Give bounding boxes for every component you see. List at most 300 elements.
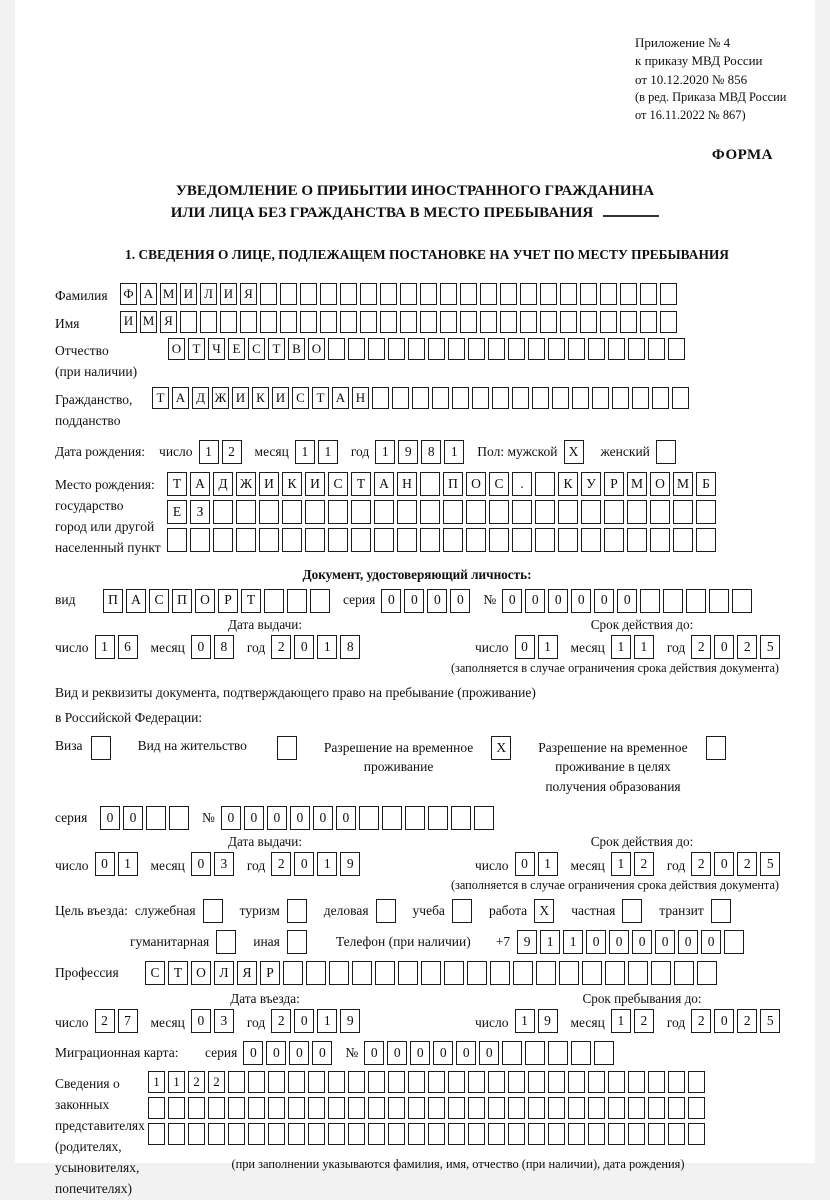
char-cell[interactable]	[568, 1071, 585, 1093]
char-cell[interactable]	[668, 1071, 685, 1093]
char-cell[interactable]	[706, 736, 726, 760]
char-cell[interactable]: И	[232, 387, 249, 409]
char-cell[interactable]: 0	[701, 930, 721, 954]
char-cell[interactable]: 1	[317, 1009, 337, 1033]
char-cell[interactable]	[594, 1041, 614, 1065]
char-cell[interactable]	[628, 1071, 645, 1093]
char-cell[interactable]	[259, 528, 279, 552]
char-cell[interactable]: М	[160, 283, 177, 305]
char-cell[interactable]	[688, 1097, 705, 1119]
char-cell[interactable]	[558, 500, 578, 524]
char-cell[interactable]	[348, 1071, 365, 1093]
char-cell[interactable]	[268, 1097, 285, 1119]
char-cell[interactable]: Р	[604, 472, 624, 496]
char-cell[interactable]: 0	[244, 806, 264, 830]
char-cell[interactable]	[376, 899, 396, 923]
char-cell[interactable]	[628, 1123, 645, 1145]
char-cell[interactable]	[608, 338, 625, 360]
char-cell[interactable]	[488, 1097, 505, 1119]
char-cell[interactable]	[520, 311, 537, 333]
char-cell[interactable]	[686, 589, 706, 613]
char-cell[interactable]	[571, 1041, 591, 1065]
char-cell[interactable]: М	[627, 472, 647, 496]
char-cell[interactable]	[440, 311, 457, 333]
char-cell[interactable]	[500, 311, 517, 333]
char-cell[interactable]: 2	[634, 1009, 654, 1033]
char-cell[interactable]	[236, 500, 256, 524]
char-cell[interactable]: 1	[540, 930, 560, 954]
char-cell[interactable]	[300, 283, 317, 305]
char-cell[interactable]	[448, 1123, 465, 1145]
char-cell[interactable]: С	[489, 472, 509, 496]
char-cell[interactable]	[488, 1123, 505, 1145]
char-cell[interactable]	[168, 1123, 185, 1145]
char-cell[interactable]	[640, 311, 657, 333]
char-cell[interactable]	[148, 1123, 165, 1145]
char-cell[interactable]	[248, 1071, 265, 1093]
char-cell[interactable]	[604, 500, 624, 524]
char-cell[interactable]: О	[168, 338, 185, 360]
char-cell[interactable]	[697, 961, 717, 985]
char-cell[interactable]	[248, 1097, 265, 1119]
char-cell[interactable]	[310, 589, 330, 613]
char-cell[interactable]: А	[332, 387, 349, 409]
char-cell[interactable]: 1	[611, 852, 631, 876]
char-cell[interactable]	[640, 283, 657, 305]
char-cell[interactable]	[582, 961, 602, 985]
char-cell[interactable]	[188, 1123, 205, 1145]
char-cell[interactable]: 0	[433, 1041, 453, 1065]
char-cell[interactable]	[568, 1097, 585, 1119]
char-cell[interactable]	[428, 338, 445, 360]
char-cell[interactable]: 1	[118, 852, 138, 876]
char-cell[interactable]	[650, 500, 670, 524]
char-cell[interactable]	[673, 500, 693, 524]
char-cell[interactable]	[688, 1123, 705, 1145]
char-cell[interactable]	[320, 311, 337, 333]
char-cell[interactable]: 0	[450, 589, 470, 613]
char-cell[interactable]	[588, 1097, 605, 1119]
char-cell[interactable]: 1	[295, 440, 315, 464]
char-cell[interactable]	[552, 387, 569, 409]
char-cell[interactable]	[348, 1097, 365, 1119]
char-cell[interactable]	[528, 1071, 545, 1093]
char-cell[interactable]	[380, 311, 397, 333]
char-cell[interactable]: 8	[214, 635, 234, 659]
char-cell[interactable]: Д	[192, 387, 209, 409]
char-cell[interactable]	[443, 500, 463, 524]
char-cell[interactable]: 1	[168, 1071, 185, 1093]
char-cell[interactable]	[408, 1071, 425, 1093]
char-cell[interactable]: 2	[691, 852, 711, 876]
char-cell[interactable]: И	[120, 311, 137, 333]
char-cell[interactable]	[627, 500, 647, 524]
char-cell[interactable]: 9	[398, 440, 418, 464]
char-cell[interactable]: 8	[421, 440, 441, 464]
char-cell[interactable]	[308, 1097, 325, 1119]
char-cell[interactable]	[620, 311, 637, 333]
char-cell[interactable]	[200, 311, 217, 333]
char-cell[interactable]	[502, 1041, 522, 1065]
char-cell[interactable]: 0	[632, 930, 652, 954]
char-cell[interactable]: Т	[168, 961, 188, 985]
char-cell[interactable]: Ч	[208, 338, 225, 360]
char-cell[interactable]	[208, 1123, 225, 1145]
char-cell[interactable]: 1	[444, 440, 464, 464]
char-cell[interactable]	[548, 1071, 565, 1093]
char-cell[interactable]	[352, 961, 372, 985]
char-cell[interactable]	[672, 387, 689, 409]
char-cell[interactable]: О	[195, 589, 215, 613]
char-cell[interactable]: 2	[271, 852, 291, 876]
char-cell[interactable]: Т	[152, 387, 169, 409]
char-cell[interactable]	[452, 899, 472, 923]
char-cell[interactable]	[612, 387, 629, 409]
char-cell[interactable]	[536, 961, 556, 985]
char-cell[interactable]	[428, 806, 448, 830]
char-cell[interactable]	[348, 1123, 365, 1145]
char-cell[interactable]	[260, 283, 277, 305]
char-cell[interactable]	[420, 472, 440, 496]
char-cell[interactable]: 0	[243, 1041, 263, 1065]
char-cell[interactable]	[397, 528, 417, 552]
char-cell[interactable]	[372, 387, 389, 409]
char-cell[interactable]: И	[259, 472, 279, 496]
char-cell[interactable]	[640, 589, 660, 613]
char-cell[interactable]	[652, 387, 669, 409]
char-cell[interactable]	[508, 1123, 525, 1145]
char-cell[interactable]	[408, 1123, 425, 1145]
char-cell[interactable]	[560, 311, 577, 333]
char-cell[interactable]	[648, 1123, 665, 1145]
char-cell[interactable]	[283, 961, 303, 985]
char-cell[interactable]: О	[191, 961, 211, 985]
char-cell[interactable]	[472, 387, 489, 409]
char-cell[interactable]	[380, 283, 397, 305]
char-cell[interactable]	[428, 1123, 445, 1145]
char-cell[interactable]: Е	[228, 338, 245, 360]
char-cell[interactable]: 0	[617, 589, 637, 613]
char-cell[interactable]	[408, 338, 425, 360]
char-cell[interactable]: 2	[737, 635, 757, 659]
char-cell[interactable]: 0	[714, 1009, 734, 1033]
char-cell[interactable]: 5	[760, 1009, 780, 1033]
char-cell[interactable]	[592, 387, 609, 409]
char-cell[interactable]: 0	[312, 1041, 332, 1065]
char-cell[interactable]	[400, 311, 417, 333]
char-cell[interactable]: 2	[208, 1071, 225, 1093]
char-cell[interactable]	[320, 283, 337, 305]
char-cell[interactable]	[444, 961, 464, 985]
char-cell[interactable]	[627, 528, 647, 552]
char-cell[interactable]	[452, 387, 469, 409]
char-cell[interactable]: Я	[160, 311, 177, 333]
char-cell[interactable]: 2	[271, 635, 291, 659]
char-cell[interactable]	[305, 528, 325, 552]
char-cell[interactable]	[264, 589, 284, 613]
char-cell[interactable]	[525, 1041, 545, 1065]
char-cell[interactable]	[260, 311, 277, 333]
char-cell[interactable]	[368, 338, 385, 360]
char-cell[interactable]	[474, 806, 494, 830]
char-cell[interactable]	[397, 500, 417, 524]
char-cell[interactable]	[528, 1123, 545, 1145]
char-cell[interactable]: С	[248, 338, 265, 360]
char-cell[interactable]	[428, 1071, 445, 1093]
char-cell[interactable]: А	[172, 387, 189, 409]
char-cell[interactable]	[488, 338, 505, 360]
char-cell[interactable]: 0	[289, 1041, 309, 1065]
char-cell[interactable]: Т	[167, 472, 187, 496]
char-cell[interactable]: 2	[222, 440, 242, 464]
char-cell[interactable]: П	[443, 472, 463, 496]
char-cell[interactable]	[535, 528, 555, 552]
char-cell[interactable]: 2	[188, 1071, 205, 1093]
char-cell[interactable]	[428, 1097, 445, 1119]
char-cell[interactable]	[421, 961, 441, 985]
char-cell[interactable]	[287, 930, 307, 954]
char-cell[interactable]	[600, 283, 617, 305]
char-cell[interactable]	[306, 961, 326, 985]
char-cell[interactable]	[492, 387, 509, 409]
char-cell[interactable]	[608, 1071, 625, 1093]
char-cell[interactable]: 0	[266, 1041, 286, 1065]
char-cell[interactable]: 0	[95, 852, 115, 876]
char-cell[interactable]	[488, 1071, 505, 1093]
char-cell[interactable]	[628, 1097, 645, 1119]
char-cell[interactable]	[668, 338, 685, 360]
char-cell[interactable]	[480, 311, 497, 333]
char-cell[interactable]	[512, 528, 532, 552]
char-cell[interactable]: Р	[260, 961, 280, 985]
char-cell[interactable]: 1	[634, 635, 654, 659]
char-cell[interactable]: 0	[515, 852, 535, 876]
char-cell[interactable]	[480, 283, 497, 305]
char-cell[interactable]	[213, 500, 233, 524]
char-cell[interactable]: Л	[214, 961, 234, 985]
char-cell[interactable]	[709, 589, 729, 613]
char-cell[interactable]	[535, 500, 555, 524]
char-cell[interactable]	[468, 1097, 485, 1119]
char-cell[interactable]	[287, 589, 307, 613]
char-cell[interactable]	[468, 1071, 485, 1093]
char-cell[interactable]	[620, 283, 637, 305]
char-cell[interactable]	[558, 528, 578, 552]
char-cell[interactable]	[528, 338, 545, 360]
char-cell[interactable]	[348, 338, 365, 360]
char-cell[interactable]: 0	[381, 589, 401, 613]
char-cell[interactable]	[711, 899, 731, 923]
char-cell[interactable]	[548, 338, 565, 360]
char-cell[interactable]: П	[103, 589, 123, 613]
char-cell[interactable]	[168, 1097, 185, 1119]
char-cell[interactable]	[382, 806, 402, 830]
char-cell[interactable]	[588, 1123, 605, 1145]
char-cell[interactable]	[328, 528, 348, 552]
char-cell[interactable]: 0	[191, 635, 211, 659]
char-cell[interactable]	[489, 500, 509, 524]
char-cell[interactable]: К	[282, 472, 302, 496]
char-cell[interactable]: 2	[634, 852, 654, 876]
char-cell[interactable]: 0	[714, 852, 734, 876]
char-cell[interactable]: 0	[221, 806, 241, 830]
char-cell[interactable]	[368, 1071, 385, 1093]
char-cell[interactable]	[300, 311, 317, 333]
char-cell[interactable]	[512, 500, 532, 524]
char-cell[interactable]	[467, 961, 487, 985]
char-cell[interactable]	[580, 283, 597, 305]
char-cell[interactable]: Т	[312, 387, 329, 409]
char-cell[interactable]	[632, 387, 649, 409]
char-cell[interactable]: З	[190, 500, 210, 524]
char-cell[interactable]	[216, 930, 236, 954]
char-cell[interactable]	[608, 1123, 625, 1145]
char-cell[interactable]	[432, 387, 449, 409]
char-cell[interactable]	[388, 1071, 405, 1093]
char-cell[interactable]: Т	[188, 338, 205, 360]
char-cell[interactable]	[460, 283, 477, 305]
char-cell[interactable]	[360, 283, 377, 305]
char-cell[interactable]	[440, 283, 457, 305]
char-cell[interactable]: 0	[548, 589, 568, 613]
char-cell[interactable]	[388, 338, 405, 360]
char-cell[interactable]	[208, 1097, 225, 1119]
char-cell[interactable]: М	[673, 472, 693, 496]
char-cell[interactable]: В	[288, 338, 305, 360]
char-cell[interactable]: М	[140, 311, 157, 333]
char-cell[interactable]: 1	[515, 1009, 535, 1033]
char-cell[interactable]	[359, 806, 379, 830]
char-cell[interactable]: 1	[95, 635, 115, 659]
char-cell[interactable]: Я	[237, 961, 257, 985]
char-cell[interactable]	[375, 961, 395, 985]
char-cell[interactable]: 0	[313, 806, 333, 830]
char-cell[interactable]	[663, 589, 683, 613]
char-cell[interactable]: 9	[538, 1009, 558, 1033]
char-cell[interactable]	[696, 500, 716, 524]
char-cell[interactable]	[648, 1071, 665, 1093]
char-cell[interactable]	[236, 528, 256, 552]
char-cell[interactable]: 0	[502, 589, 522, 613]
char-cell[interactable]: Т	[268, 338, 285, 360]
char-cell[interactable]: А	[140, 283, 157, 305]
char-cell[interactable]	[420, 528, 440, 552]
char-cell[interactable]	[608, 1097, 625, 1119]
char-cell[interactable]: У	[581, 472, 601, 496]
char-cell[interactable]	[548, 1041, 568, 1065]
char-cell[interactable]: 3	[214, 852, 234, 876]
char-cell[interactable]: Б	[696, 472, 716, 496]
char-cell[interactable]	[448, 338, 465, 360]
char-cell[interactable]: Ж	[212, 387, 229, 409]
char-cell[interactable]	[532, 387, 549, 409]
char-cell[interactable]	[513, 961, 533, 985]
char-cell[interactable]: 0	[525, 589, 545, 613]
char-cell[interactable]	[277, 736, 297, 760]
char-cell[interactable]	[388, 1123, 405, 1145]
char-cell[interactable]	[228, 1097, 245, 1119]
char-cell[interactable]	[228, 1123, 245, 1145]
char-cell[interactable]: С	[149, 589, 169, 613]
char-cell[interactable]: 2	[737, 1009, 757, 1033]
char-cell[interactable]	[360, 311, 377, 333]
char-cell[interactable]	[724, 930, 744, 954]
char-cell[interactable]	[180, 311, 197, 333]
char-cell[interactable]	[220, 311, 237, 333]
char-cell[interactable]: 0	[404, 589, 424, 613]
char-cell[interactable]: 0	[191, 1009, 211, 1033]
char-cell[interactable]: О	[650, 472, 670, 496]
char-cell[interactable]: 9	[517, 930, 537, 954]
char-cell[interactable]: 9	[340, 852, 360, 876]
char-cell[interactable]: С	[292, 387, 309, 409]
char-cell[interactable]	[548, 1097, 565, 1119]
char-cell[interactable]	[512, 387, 529, 409]
char-cell[interactable]: А	[190, 472, 210, 496]
char-cell[interactable]	[674, 961, 694, 985]
char-cell[interactable]	[329, 961, 349, 985]
char-cell[interactable]: 1	[148, 1071, 165, 1093]
char-cell[interactable]	[340, 311, 357, 333]
char-cell[interactable]	[648, 338, 665, 360]
char-cell[interactable]: 0	[427, 589, 447, 613]
char-cell[interactable]: 0	[290, 806, 310, 830]
char-cell[interactable]: К	[252, 387, 269, 409]
char-cell[interactable]	[468, 1123, 485, 1145]
char-cell[interactable]: И	[272, 387, 289, 409]
char-cell[interactable]: 2	[271, 1009, 291, 1033]
char-cell[interactable]: 0	[191, 852, 211, 876]
char-cell[interactable]	[508, 1071, 525, 1093]
char-cell[interactable]	[508, 338, 525, 360]
char-cell[interactable]	[651, 961, 671, 985]
char-cell[interactable]: 0	[515, 635, 535, 659]
char-cell[interactable]: Р	[218, 589, 238, 613]
char-cell[interactable]	[548, 1123, 565, 1145]
char-cell[interactable]: 0	[586, 930, 606, 954]
char-cell[interactable]	[688, 1071, 705, 1093]
char-cell[interactable]	[308, 1123, 325, 1145]
char-cell[interactable]: 7	[118, 1009, 138, 1033]
char-cell[interactable]: 3	[214, 1009, 234, 1033]
char-cell[interactable]	[188, 1097, 205, 1119]
char-cell[interactable]	[228, 1071, 245, 1093]
char-cell[interactable]	[328, 500, 348, 524]
char-cell[interactable]: 5	[760, 635, 780, 659]
char-cell[interactable]	[732, 589, 752, 613]
char-cell[interactable]	[340, 283, 357, 305]
char-cell[interactable]	[412, 387, 429, 409]
char-cell[interactable]: 0	[594, 589, 614, 613]
char-cell[interactable]: .	[512, 472, 532, 496]
char-cell[interactable]	[572, 387, 589, 409]
char-cell[interactable]	[540, 283, 557, 305]
char-cell[interactable]	[405, 806, 425, 830]
char-cell[interactable]: С	[328, 472, 348, 496]
char-cell[interactable]	[282, 528, 302, 552]
char-cell[interactable]: К	[558, 472, 578, 496]
char-cell[interactable]	[540, 311, 557, 333]
char-cell[interactable]: Н	[397, 472, 417, 496]
char-cell[interactable]	[388, 1097, 405, 1119]
char-cell[interactable]: 2	[737, 852, 757, 876]
char-cell[interactable]: 9	[340, 1009, 360, 1033]
char-cell[interactable]: 0	[267, 806, 287, 830]
char-cell[interactable]	[328, 1097, 345, 1119]
char-cell[interactable]	[203, 899, 223, 923]
char-cell[interactable]	[351, 500, 371, 524]
char-cell[interactable]: 0	[294, 635, 314, 659]
